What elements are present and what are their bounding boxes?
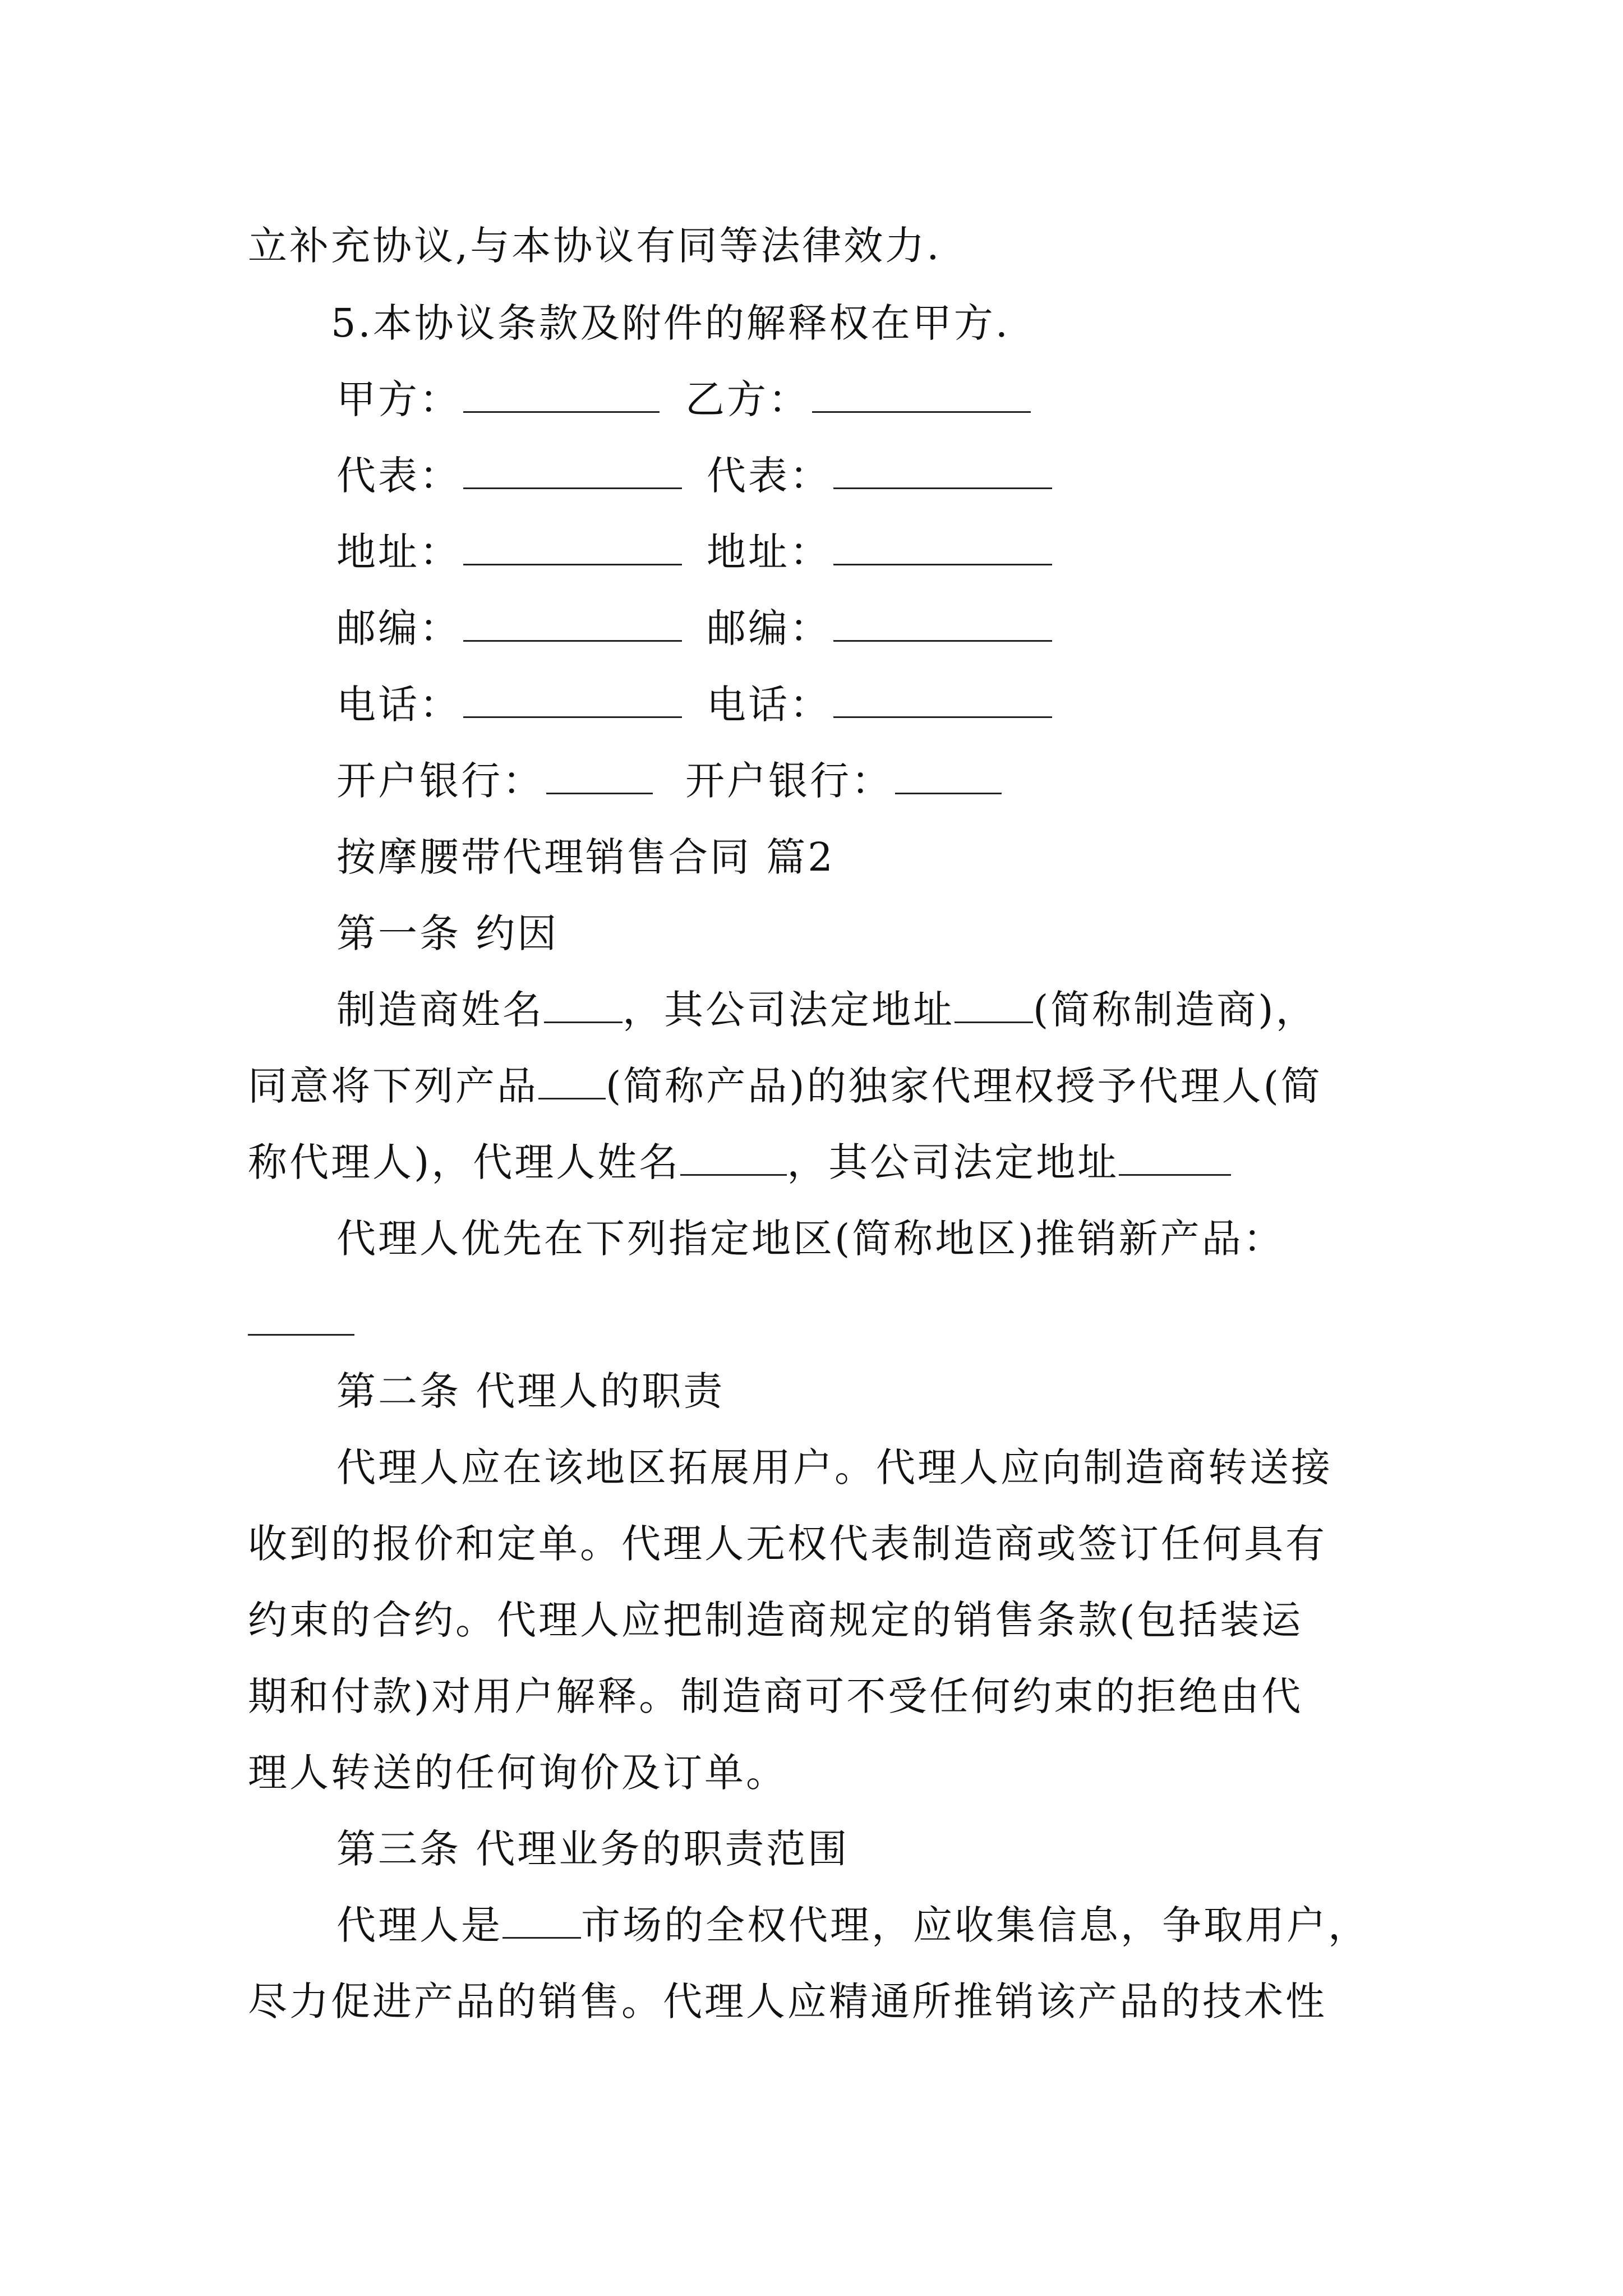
paragraph-line	[0, 218, 1623, 274]
text: 第三条 代理业务的职责范围	[336, 1826, 850, 1872]
rep-b-label: 代表：	[707, 448, 1052, 504]
phone-a-blank	[463, 683, 682, 718]
address-a-blank	[463, 530, 682, 565]
text: 第二条 代理人的职责	[336, 1368, 725, 1414]
text: 制造商姓名	[336, 987, 544, 1033]
paragraph-line	[0, 1516, 1623, 1572]
rep-a-label: 代表：	[336, 448, 682, 504]
paragraph-line	[0, 1668, 1623, 1724]
bank-b-label: 开户银行：	[685, 753, 1002, 809]
paragraph-line	[0, 1897, 1623, 1953]
postcode-a-blank	[463, 606, 682, 642]
phone-b-blank	[833, 683, 1052, 718]
phone-b-label: 电话：	[707, 677, 1052, 733]
paragraph-line	[0, 1134, 1623, 1190]
paragraph-line	[0, 982, 1623, 1038]
market-blank	[502, 1903, 581, 1939]
text: 期和付款)对用户解释。制造商可不受任何约束的拒绝由代	[248, 1673, 1303, 1719]
party-a-blank	[463, 378, 660, 413]
article-1-heading	[0, 905, 1623, 961]
text: 代理人优先在下列指定地区(简称地区)推销新产品：	[336, 1216, 1285, 1262]
text: 收到的报价和定单。代理人无权代表制造商或签订任何具有	[248, 1521, 1327, 1567]
text: ，其公司法定地址	[787, 1139, 1119, 1185]
text: (简称产品)的独家代理权授予代理人(简	[606, 1063, 1322, 1109]
phone-a-label: 电话：	[336, 677, 682, 733]
text: 按摩腰带代理销售合同 篇2	[336, 834, 835, 880]
address-a-label: 地址：	[336, 524, 682, 580]
agent-address-blank	[1119, 1140, 1231, 1176]
bank-a-label: 开户银行：	[336, 753, 653, 809]
text: 市场的全权代理，应收集信息，争取用户，	[581, 1902, 1370, 1948]
postcode-a-label: 邮编：	[336, 600, 682, 656]
text: 立补充协议,与本协议有同等法律效力.	[248, 223, 942, 269]
agent-name-blank	[680, 1140, 787, 1176]
address-b-label: 地址：	[707, 524, 1052, 580]
paragraph-line	[0, 1592, 1623, 1648]
paragraph-line	[0, 1211, 1623, 1267]
article-3-heading	[0, 1821, 1623, 1877]
text: ，其公司法定地址	[623, 987, 955, 1033]
clause-5	[0, 295, 1623, 351]
party-a-label: 甲方：	[336, 371, 660, 427]
text: 尽力促进产品的销售。代理人应精通所推销该产品的技术性	[248, 1978, 1327, 2024]
section-title	[0, 829, 1623, 885]
postcode-b-blank	[833, 606, 1052, 642]
text: 称代理人)，代理人姓名	[248, 1139, 681, 1185]
region-blank	[248, 1334, 354, 1336]
article-2-heading	[0, 1363, 1623, 1419]
party-b-blank	[812, 378, 1031, 413]
paragraph-line	[0, 1439, 1623, 1496]
address-b-blank	[833, 530, 1052, 565]
party-b-label: 乙方：	[685, 371, 1031, 427]
text: 5.本协议条款及附件的解释权在甲方.	[331, 300, 1011, 346]
product-blank	[538, 1064, 606, 1099]
postcode-b-label: 邮编：	[707, 600, 1052, 656]
text: (简称制造商)，	[1033, 987, 1317, 1033]
paragraph-line	[0, 1973, 1623, 2030]
manufacturer-address-blank	[955, 988, 1033, 1023]
text: 第一条 约因	[336, 910, 559, 956]
text: 同意将下列产品	[248, 1063, 538, 1109]
text: 约束的合约。代理人应把制造商规定的销售条款(包括装运	[248, 1597, 1303, 1643]
rep-b-blank	[833, 454, 1052, 489]
bank-a-blank	[546, 759, 653, 794]
manufacturer-name-blank	[544, 988, 623, 1023]
rep-a-blank	[463, 454, 682, 489]
text: 代理人应在该地区拓展用户。代理人应向制造商转送接	[336, 1444, 1332, 1490]
paragraph-line	[0, 1058, 1623, 1114]
bank-b-blank	[895, 759, 1002, 794]
text: 理人转送的任何询价及订单。	[248, 1750, 787, 1796]
paragraph-line	[0, 1745, 1623, 1801]
text: 代理人是	[336, 1902, 502, 1948]
